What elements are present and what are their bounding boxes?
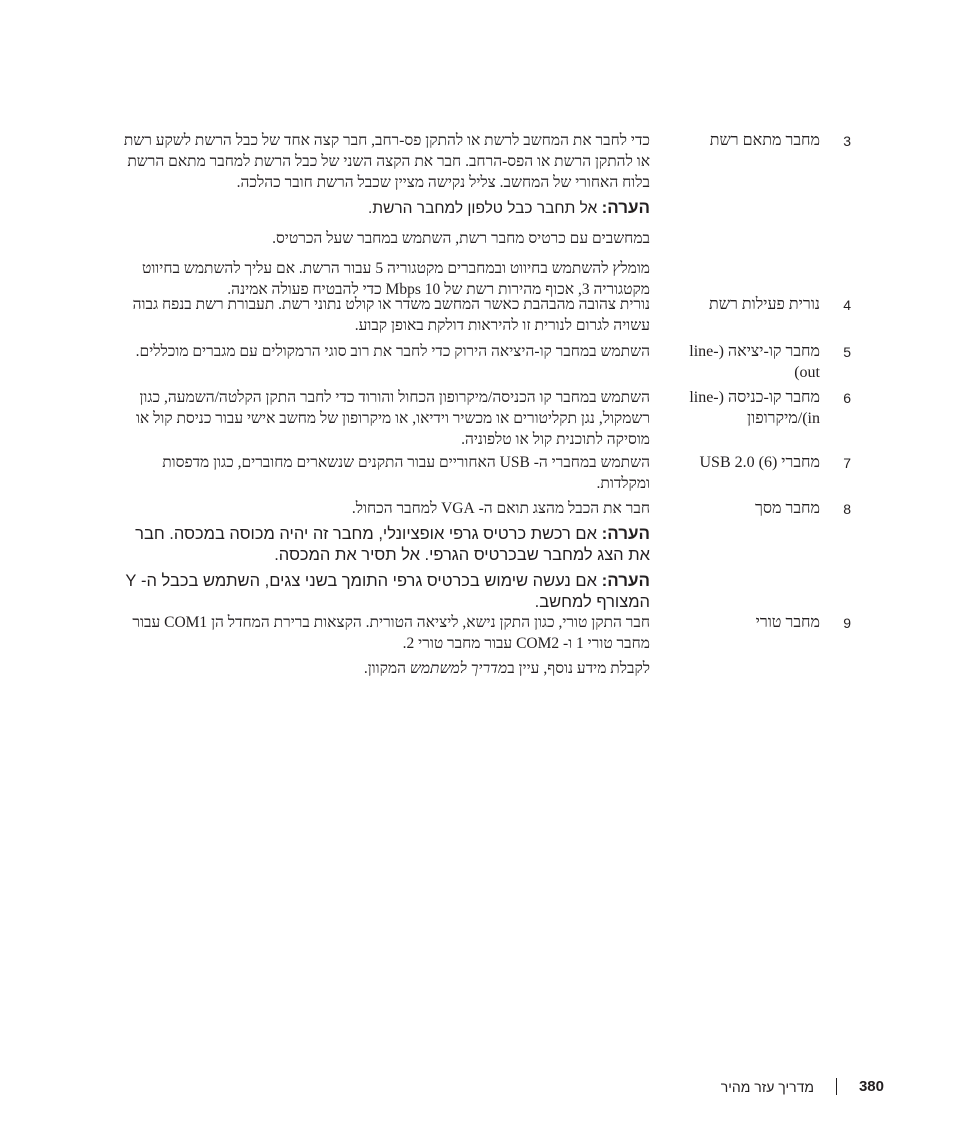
note-text: אם נעשה שימוש בכרטיס גרפי התומך בשני צגים, השתמש בכבל ה- Y המצורף למחשב.	[125, 572, 650, 611]
tail-text-after: המקוון.	[363, 660, 410, 677]
item-number: 4	[843, 297, 851, 313]
note-text: אל תחבר כבל טלפון למחבר הרשת.	[368, 200, 602, 217]
description-text: נורית צהובה מהבהבת כאשר המחשב משדר או קולט נתוני רשת. תעבורת רשת בנפח גבוה עשויה לגרום לנורית זו להיראות דולקת באופן קבוע.	[132, 296, 650, 334]
item-description	[110, 452, 650, 494]
item-number: 6	[843, 390, 851, 406]
user-guide-reference: מדריך למשתמש	[409, 660, 508, 677]
item-label: מחבר מסך	[755, 500, 820, 517]
item-description	[110, 387, 650, 450]
item-description	[110, 498, 650, 613]
extra-text: במחשבים עם כרטיס מחבר רשת, השתמש במחבר שעל הכרטיס.	[272, 230, 650, 247]
description-text: השתמש במחבר קו הכניסה/מיקרופון הכחול והורוד כדי לחבר התקן הקלטה/השמעה, כגון רשמקול, נגן תקליטורים או מכשיר וידיאו, או מיקרופון של מחשב אישי עבור כניסת קול או מוסיקה לתוכנית קול או טלפוניה.	[135, 389, 650, 448]
item-number: 9	[843, 615, 851, 631]
extra-text: מומלץ להשתמש בחיווט ובמחברים מקטגוריה 5 עבור הרשת. אם עליך להשתמש בחיווט מקטגוריה 3, אכוף מהירות רשת של 10 Mbps כדי להבטיח פעולה אמינה.	[141, 260, 650, 298]
item-description	[110, 130, 650, 300]
item-label: נורית פעילות רשת	[708, 296, 820, 313]
note	[110, 197, 650, 219]
note-label: הערה:	[601, 198, 650, 217]
note-label: הערה:	[601, 524, 650, 543]
page-number: 380	[858, 1078, 884, 1095]
item-description	[110, 612, 650, 654]
item-label: מחבר קו-יציאה (line-out)	[689, 343, 820, 381]
description-text: חבר התקן טורי, כגון התקן נישא, ליציאה הטורית. הקצאות ברירת המחדל הן COM1 עבור מחבר טורי 1 ו- COM2 עבור מחבר טורי 2.	[132, 614, 650, 652]
tail-text-before: לקבלת מידע נוסף, עיין ב	[507, 660, 650, 677]
description-text: השתמש במחברי ה- USB האחוריים עבור התקנים שנשארים מחוברים, כגון מדפסות ומקלדות.	[162, 454, 650, 492]
item-number: 8	[843, 501, 851, 517]
item-description	[110, 294, 650, 336]
item-label: מחבר מתאם רשת	[709, 132, 820, 149]
item-label: מחברי USB 2.0 (6)	[699, 454, 820, 471]
description-text: כדי לחבר את המחשב לרשת או להתקן פס-רחב, חבר קצה אחד של כבל הרשת לשקע רשת או להתקן הרשת או הפס-הרחב. חבר את הקצה השני של כבל הרשת למחבר מתאם הרשת בלוח האחורי של המחשב. צליל נקישה מציין שכבל הרשת חובר כהלכה.	[123, 132, 650, 191]
note	[110, 570, 650, 613]
description-text: חבר את הכבל מהצג תואם ה- VGA למחבר הכחול.	[351, 500, 650, 517]
item-description	[110, 341, 650, 362]
description-text: השתמש במחבר קו-היציאה הירוק כדי לחבר את רוב סוגי הרמקולים עם מגברים מוכללים.	[135, 343, 650, 360]
item-label: מחבר קו-כניסה (line-in)/מיקרופון	[689, 389, 820, 427]
item-number: 5	[843, 344, 851, 360]
footer-divider	[836, 1078, 837, 1095]
footer-title: מדריך עזר מהיר	[720, 1078, 814, 1095]
item-number: 3	[843, 133, 851, 149]
note	[110, 523, 650, 566]
page-footer	[721, 1078, 884, 1095]
note-text: אם רכשת כרטיס גרפי אופציונלי, מחבר זה יהיה מכוסה במכסה. חבר את הצג למחבר שבכרטיס הגרפי. אל תסיר את המכסה.	[135, 525, 650, 564]
more-info-text	[110, 658, 650, 679]
item-label: מחבר טורי	[755, 614, 820, 631]
item-number: 7	[843, 455, 851, 471]
note-label: הערה:	[601, 571, 650, 590]
